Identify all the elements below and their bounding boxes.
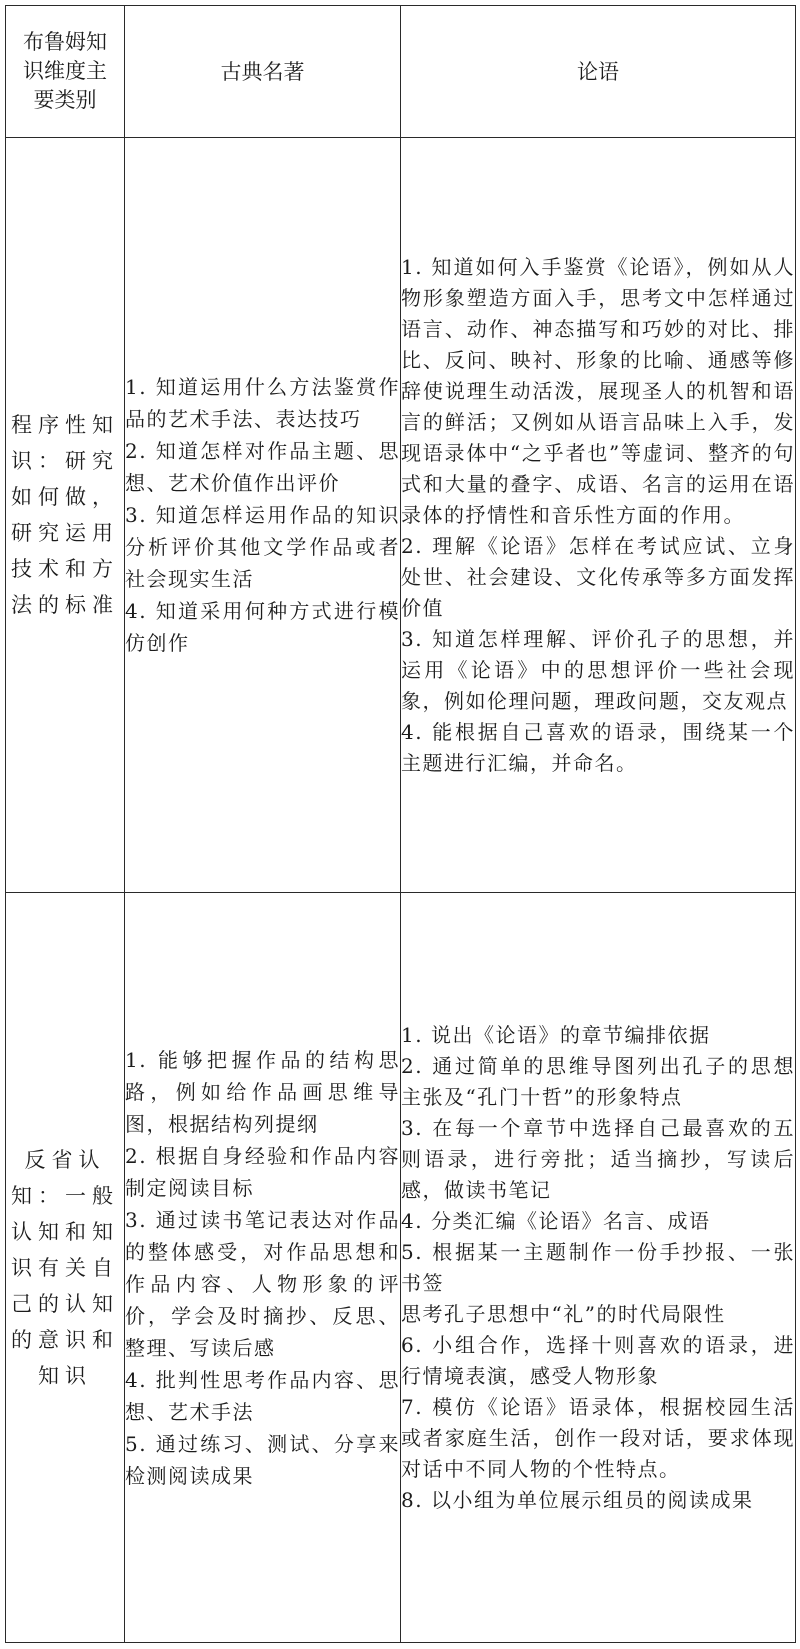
list-item: 3. 知道怎样运用作品的知识分析评价其他文学作品或者社会现实生活 [125, 503, 400, 591]
list-item: 3. 在每一个章节中选择自己最喜欢的五则语录，进行旁批；适当摘抄，写读后感，做读书笔记 [401, 1115, 795, 1202]
classics-cell-metacognitive [125, 893, 401, 1643]
table-row-procedural [6, 138, 796, 893]
list-item: 思考孔子思想中“礼”的时代局限性 [401, 1301, 726, 1326]
list-item: 4. 分类汇编《论语》名言、成语 [401, 1208, 711, 1233]
category-procedural: 程序性知识：研究如何做，研究运用技术和方法的标准 [6, 138, 125, 893]
list-item: 2. 根据自身经验和作品内容制定阅读目标 [125, 1143, 400, 1200]
list-item: 4. 批判性思考作品内容、思想、艺术手法 [125, 1367, 400, 1424]
list-item: 7. 模仿《论语》语录体，根据校园生活或者家庭生活，创作一段对话，要求体现对话中不同人物的个性特点。 [401, 1394, 795, 1481]
list-item: 1. 知道运用什么方法鉴赏作品的艺术手法、表达技巧 [125, 375, 400, 431]
list-item: 1. 说出《论语》的章节编排依据 [401, 1022, 711, 1047]
header-lunyu: 论语 [401, 6, 796, 138]
list-item: 4. 能根据自己喜欢的语录，围绕某一个主题进行汇编，并命名。 [401, 719, 795, 775]
lunyu-cell-metacognitive [401, 893, 796, 1643]
list-item: 2. 通过简单的思维导图列出孔子的思想主张及“孔门十哲”的形象特点 [401, 1053, 795, 1109]
list-item: 8. 以小组为单位展示组员的阅读成果 [401, 1487, 754, 1512]
header-category: 布鲁姆知识维度主要类别 [6, 6, 125, 138]
list-item: 1. 知道如何入手鉴赏《论语》，例如从人物形象塑造方面入手，思考文中怎样通过语言、动作、神态描写和巧妙的对比、排比、反问、映衬、形象的比喻、通感等修辞使说理生动活泼，展现圣人的机智和语言的鲜活；又例如从语言品味上入手，发现语录体中“之乎者也”等虚词、整齐的句式和大量的叠字、成语、名言的运用在语录体的抒情性和音乐性方面的作用。 [401, 254, 795, 527]
list-item: 5. 通过练习、测试、分享来检测阅读成果 [125, 1431, 400, 1488]
category-metacognitive: 反省认知：一般认知和知识有关自己的认知的意识和知识 [6, 893, 125, 1643]
header-row [6, 6, 796, 138]
list-item: 3. 通过读书笔记表达对作品的整体感受，对作品思想和作品内容、人物形象的评价，学会及时摘抄、反思、整理、写读后感 [125, 1207, 400, 1360]
lunyu-cell-procedural [401, 138, 796, 893]
list-item: 5. 根据某一主题制作一份手抄报、一张书签 [401, 1239, 795, 1295]
table-row-metacognitive [6, 893, 796, 1643]
classics-cell-procedural [125, 138, 401, 893]
list-item: 4. 知道采用何种方式进行模仿创作 [125, 599, 400, 655]
bloom-knowledge-table [5, 5, 796, 1643]
list-item: 6. 小组合作，选择十则喜欢的语录，进行情境表演，感受人物形象 [401, 1332, 795, 1388]
list-item: 3. 知道怎样理解、评价孔子的思想，并运用《论语》中的思想评价一些社会现象，例如伦理问题，理政问题，交友观点 [401, 626, 795, 713]
list-item: 2. 理解《论语》怎样在考试应试、立身处世、社会建设、文化传承等多方面发挥价值 [401, 533, 795, 620]
list-item: 2. 知道怎样对作品主题、思想、艺术价值作出评价 [125, 439, 400, 495]
header-classics: 古典名著 [125, 6, 401, 138]
list-item: 1. 能够把握作品的结构思路，例如给作品画思维导图，根据结构列提纲 [125, 1047, 400, 1136]
